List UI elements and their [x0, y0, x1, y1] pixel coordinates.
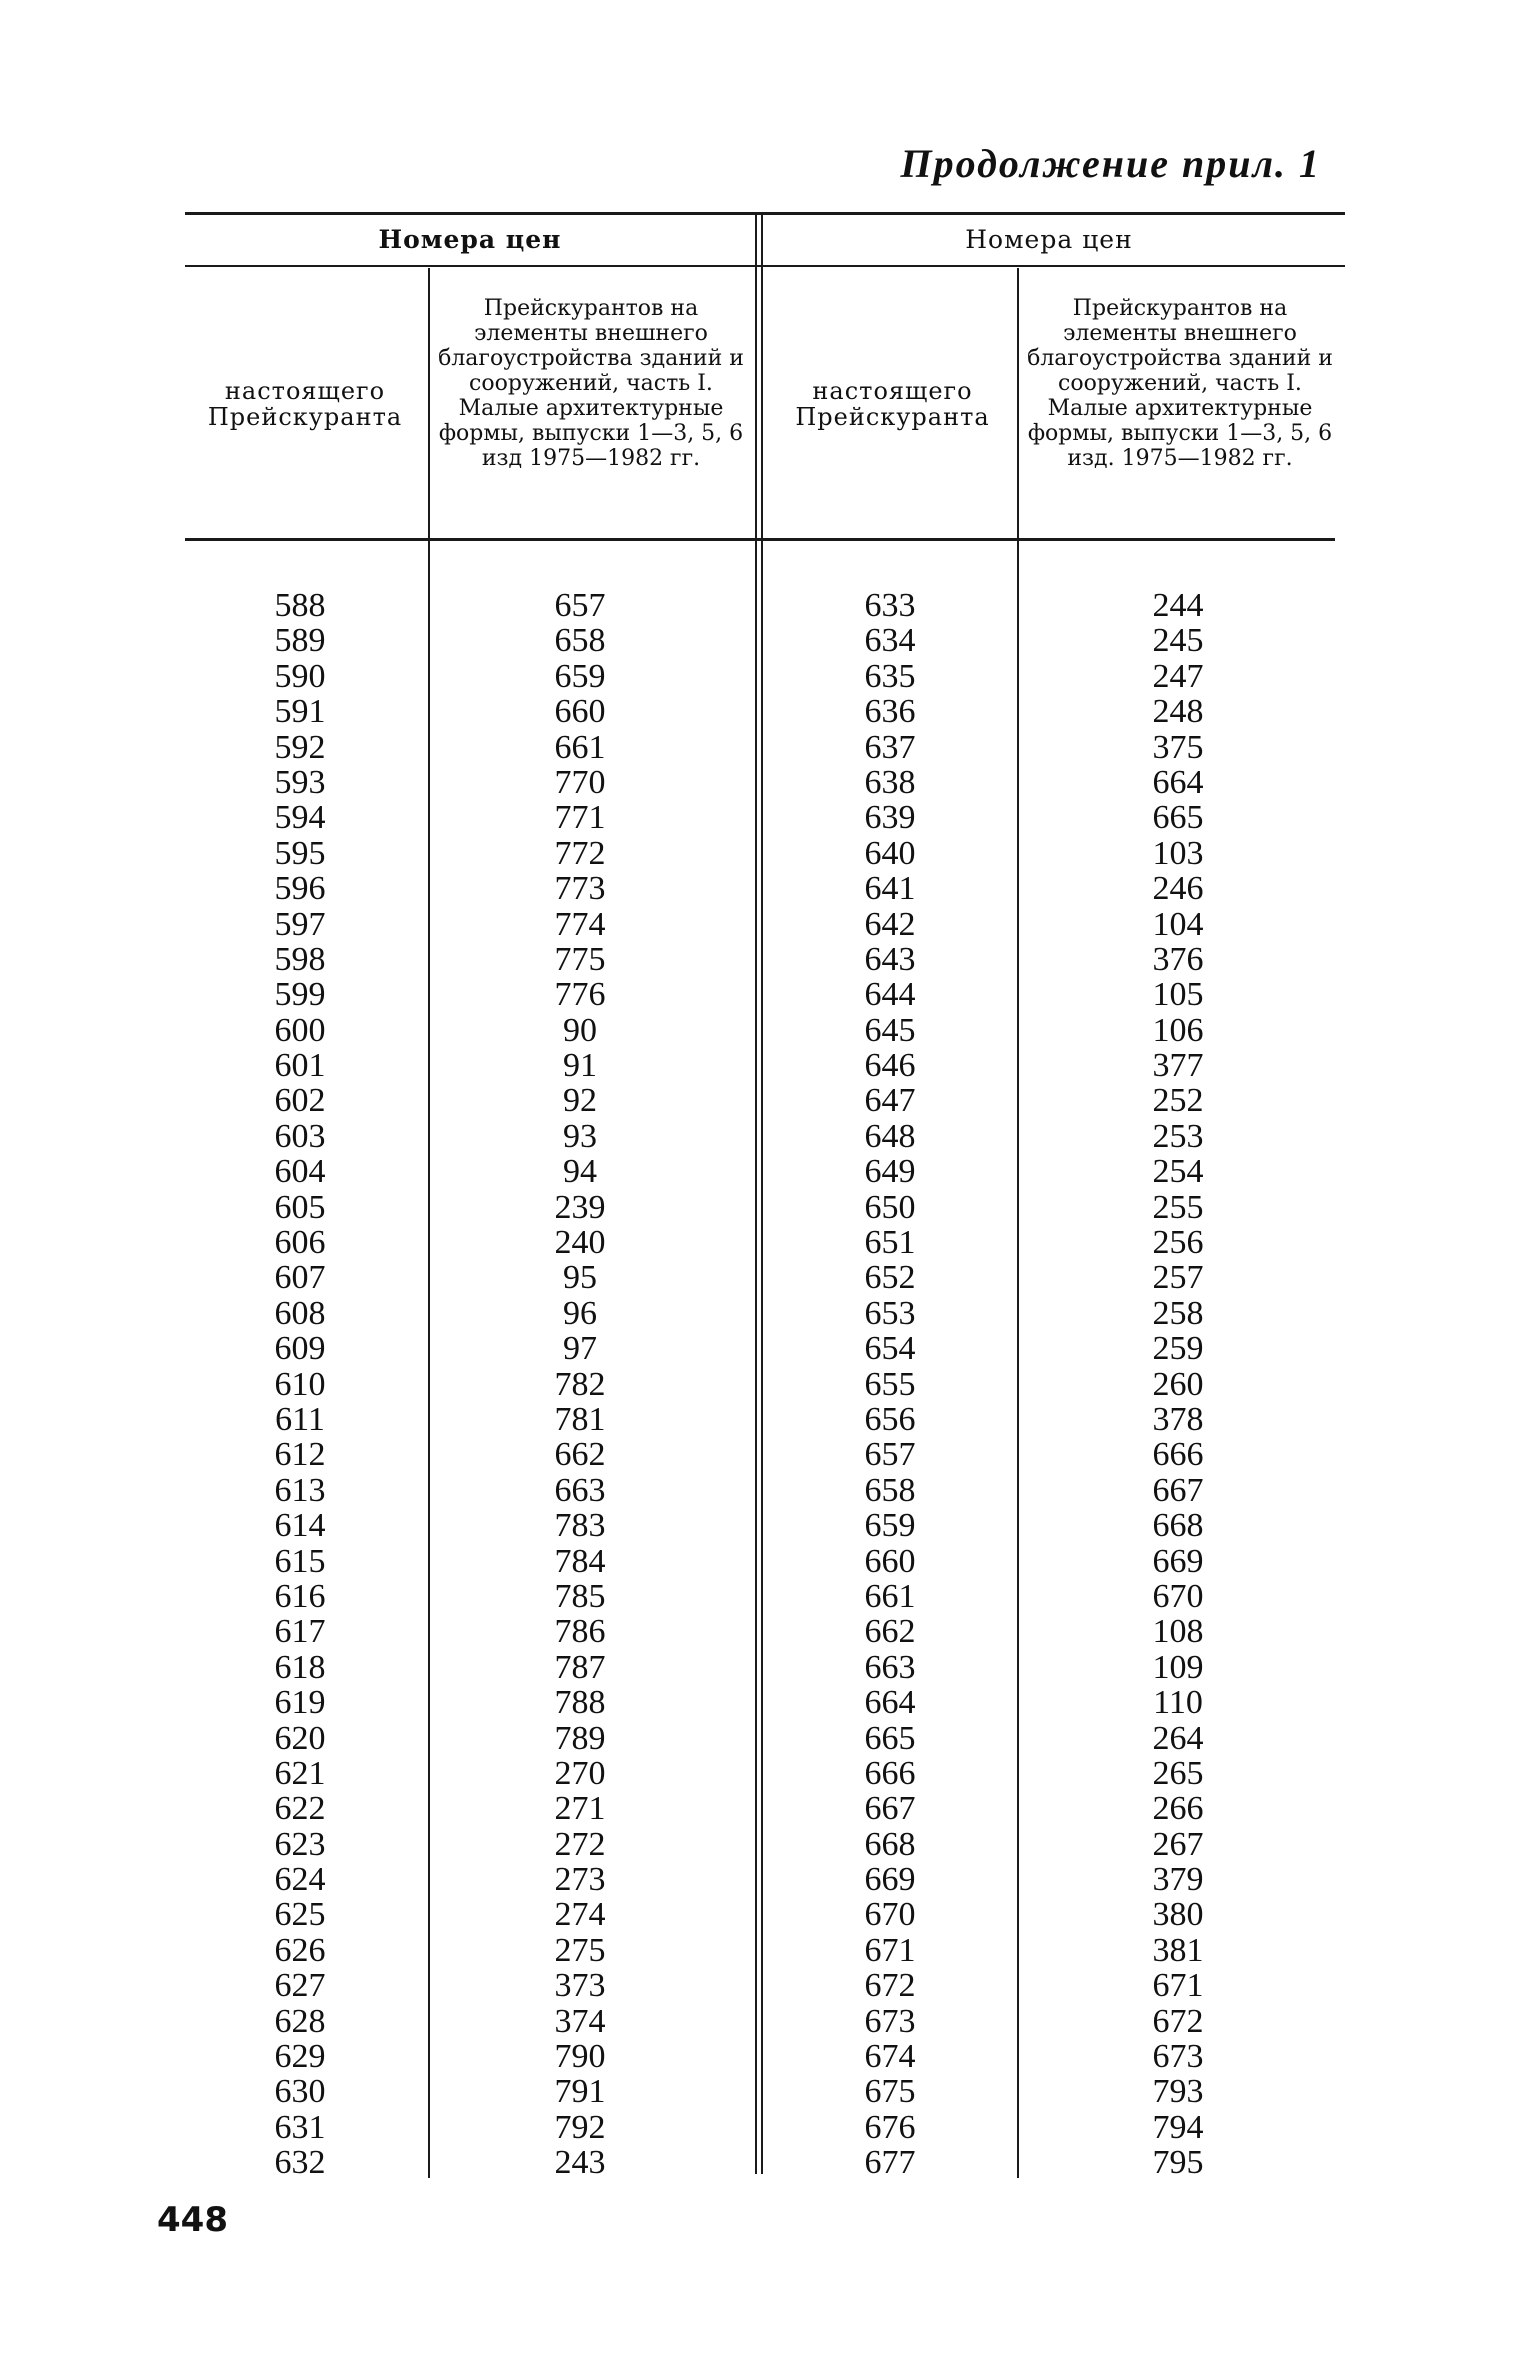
header-bottom-rule: [185, 538, 1335, 541]
table-cell: 606: [274, 1224, 326, 1262]
table-cell: 656: [864, 1400, 916, 1438]
table-cell: 243: [554, 2144, 606, 2182]
table-cell: 667: [864, 1790, 916, 1828]
table-cell: 670: [864, 1896, 916, 1934]
left-col1-values: [200, 588, 400, 2181]
table-cell: 105: [1152, 976, 1204, 1014]
table-cell: 786: [554, 1613, 606, 1651]
continuation-caption: Продолжение прил. 1: [900, 141, 1321, 186]
table-cell: 103: [1152, 834, 1204, 872]
center-double-rule-left: [755, 214, 757, 2174]
table-cell: 377: [1152, 1047, 1204, 1085]
table-cell: 376: [1152, 940, 1204, 978]
table-cell: 588: [274, 587, 326, 624]
table-cell: 271: [554, 1790, 606, 1828]
table-cell: 617: [274, 1613, 326, 1651]
table-cell: 94: [563, 1153, 597, 1191]
table-cell: 664: [1152, 763, 1204, 801]
table-cell: 255: [1152, 1188, 1204, 1226]
table-cell: 675: [864, 2073, 916, 2111]
table-cell: 594: [274, 799, 326, 837]
table-cell: 625: [274, 1896, 326, 1934]
left-group-header: Номера цен: [378, 225, 562, 254]
table-cell: 632: [274, 2144, 326, 2182]
table-cell: 788: [554, 1684, 606, 1722]
table-cell: 600: [274, 1011, 326, 1049]
table-cell: 661: [554, 728, 606, 766]
table-cell: 265: [1152, 1754, 1204, 1792]
left-column-separator: [428, 268, 430, 2178]
table-cell: 619: [274, 1684, 326, 1722]
table-cell: 240: [554, 1224, 606, 1262]
right-col1-values: [790, 588, 990, 2181]
table-cell: 638: [864, 763, 916, 801]
table-cell: 270: [554, 1754, 606, 1792]
table-cell: 618: [274, 1648, 326, 1686]
table-cell: 622: [274, 1790, 326, 1828]
table-cell: 272: [554, 1825, 606, 1863]
table-cell: 667: [1152, 1471, 1204, 1509]
table-cell: 795: [1152, 2144, 1204, 2182]
table-cell: 627: [274, 1967, 326, 2005]
table-cell: 97: [563, 1330, 597, 1368]
table-cell: 671: [1152, 1967, 1204, 2005]
table-cell: 598: [274, 940, 326, 978]
table-cell: 257: [1152, 1259, 1204, 1297]
table-cell: 630: [274, 2073, 326, 2111]
table-cell: 613: [274, 1471, 326, 1509]
table-cell: 634: [864, 622, 916, 660]
table-cell: 677: [864, 2144, 916, 2182]
table-cell: 658: [864, 1471, 916, 1509]
table-cell: 602: [274, 1082, 326, 1120]
table-cell: 379: [1152, 1861, 1204, 1899]
table-cell: 657: [864, 1436, 916, 1474]
table-cell: 597: [274, 905, 326, 943]
table-cell: 794: [1152, 2108, 1204, 2146]
table-cell: 653: [864, 1294, 916, 1332]
table-cell: 671: [864, 1931, 916, 1969]
table-cell: 658: [554, 622, 606, 660]
table-cell: 108: [1152, 1613, 1204, 1651]
table-cell: 629: [274, 2038, 326, 2076]
table-cell: 611: [275, 1400, 325, 1438]
right-col2-header: Прейскурантов на элементы внешнего благоустройства зданий и сооружений, часть I. Малые архитектурные формы, выпуски 1—3, 5, 6 изд. 1975—1982 гг.: [1027, 296, 1333, 471]
table-cell: 676: [864, 2108, 916, 2146]
table-cell: 644: [864, 976, 916, 1014]
table-cell: 782: [554, 1365, 606, 1403]
table-cell: 642: [864, 905, 916, 943]
table-cell: 246: [1152, 870, 1204, 908]
table-cell: 245: [1152, 622, 1204, 660]
table-cell: 668: [864, 1825, 916, 1863]
center-double-rule-right: [761, 214, 763, 2174]
right-col1-header: настоящего Прейскуранта: [795, 377, 990, 431]
table-cell: 93: [563, 1117, 597, 1155]
table-cell: 652: [864, 1259, 916, 1297]
table-cell: 670: [1152, 1577, 1204, 1615]
table-cell: 603: [274, 1117, 326, 1155]
table-top-rule: [185, 212, 1345, 215]
table-cell: 662: [864, 1613, 916, 1651]
table-cell: 792: [554, 2108, 606, 2146]
table-cell: 645: [864, 1011, 916, 1049]
table-cell: 605: [274, 1188, 326, 1226]
table-cell: 650: [864, 1188, 916, 1226]
table-cell: 660: [554, 693, 606, 731]
table-cell: 589: [274, 622, 326, 660]
table-cell: 633: [864, 587, 916, 624]
table-cell: 666: [1152, 1436, 1204, 1474]
table-cell: 666: [864, 1754, 916, 1792]
table-cell: 655: [864, 1365, 916, 1403]
table-cell: 601: [274, 1047, 326, 1085]
table-cell: 110: [1153, 1684, 1203, 1722]
left-col2-values: [480, 588, 680, 2181]
table-cell: 639: [864, 799, 916, 837]
table-cell: 641: [864, 870, 916, 908]
table-cell: 591: [274, 693, 326, 731]
table-cell: 106: [1152, 1011, 1204, 1049]
table-cell: 258: [1152, 1294, 1204, 1332]
table-cell: 266: [1152, 1790, 1204, 1828]
table-cell: 267: [1152, 1825, 1204, 1863]
table-cell: 663: [554, 1471, 606, 1509]
table-cell: 95: [563, 1259, 597, 1297]
table-cell: 775: [554, 940, 606, 978]
table-cell: 373: [554, 1967, 606, 2005]
table-cell: 620: [274, 1719, 326, 1757]
table-cell: 669: [864, 1861, 916, 1899]
table-cell: 254: [1152, 1153, 1204, 1191]
table-cell: 616: [274, 1577, 326, 1615]
table-cell: 264: [1152, 1719, 1204, 1757]
table-cell: 649: [864, 1153, 916, 1191]
table-cell: 773: [554, 870, 606, 908]
table-cell: 660: [864, 1542, 916, 1580]
table-cell: 783: [554, 1507, 606, 1545]
table-cell: 664: [864, 1684, 916, 1722]
table-cell: 381: [1152, 1931, 1204, 1969]
table-cell: 614: [274, 1507, 326, 1545]
table-cell: 776: [554, 976, 606, 1014]
table-cell: 654: [864, 1330, 916, 1368]
table-cell: 651: [864, 1224, 916, 1262]
table-cell: 96: [563, 1294, 597, 1332]
table-cell: 621: [274, 1754, 326, 1792]
table-cell: 659: [864, 1507, 916, 1545]
table-cell: 662: [554, 1436, 606, 1474]
table-cell: 785: [554, 1577, 606, 1615]
table-cell: 672: [1152, 2002, 1204, 2040]
table-cell: 375: [1152, 728, 1204, 766]
table-cell: 248: [1152, 693, 1204, 731]
table-cell: 595: [274, 834, 326, 872]
table-cell: 260: [1152, 1365, 1204, 1403]
table-cell: 672: [864, 1967, 916, 2005]
table-cell: 615: [274, 1542, 326, 1580]
table-cell: 663: [864, 1648, 916, 1686]
right-group-header: Номера цен: [965, 225, 1133, 254]
table-cell: 624: [274, 1861, 326, 1899]
right-col2-values: [1078, 588, 1278, 2181]
table-cell: 596: [274, 870, 326, 908]
table-cell: 673: [1152, 2038, 1204, 2076]
table-cell: 770: [554, 763, 606, 801]
right-column-separator: [1017, 268, 1019, 2178]
table-cell: 626: [274, 1931, 326, 1969]
table-cell: 635: [864, 657, 916, 695]
table-cell: 378: [1152, 1400, 1204, 1438]
table-cell: 253: [1152, 1117, 1204, 1155]
table-cell: 791: [554, 2073, 606, 2111]
table-cell: 256: [1152, 1224, 1204, 1262]
table-cell: 609: [274, 1330, 326, 1368]
table-cell: 640: [864, 834, 916, 872]
table-cell: 623: [274, 1825, 326, 1863]
page-number: 448: [157, 2200, 228, 2240]
table-cell: 643: [864, 940, 916, 978]
table-cell: 247: [1152, 657, 1204, 695]
table-cell: 275: [554, 1931, 606, 1969]
table-cell: 274: [554, 1896, 606, 1934]
table-cell: 90: [563, 1011, 597, 1049]
table-cell: 673: [864, 2002, 916, 2040]
table-cell: 592: [274, 728, 326, 766]
table-cell: 790: [554, 2038, 606, 2076]
table-cell: 374: [554, 2002, 606, 2040]
table-cell: 787: [554, 1648, 606, 1686]
left-col1-header: настоящего Прейскуранта: [207, 377, 403, 431]
table-cell: 774: [554, 905, 606, 943]
table-cell: 239: [554, 1188, 606, 1226]
table-cell: 648: [864, 1117, 916, 1155]
table-cell: 259: [1152, 1330, 1204, 1368]
table-cell: 590: [274, 657, 326, 695]
table-cell: 608: [274, 1294, 326, 1332]
table-cell: 793: [1152, 2073, 1204, 2111]
table-cell: 784: [554, 1542, 606, 1580]
table-cell: 631: [274, 2108, 326, 2146]
table-cell: 665: [1152, 799, 1204, 837]
table-cell: 628: [274, 2002, 326, 2040]
table-cell: 772: [554, 834, 606, 872]
table-cell: 637: [864, 728, 916, 766]
table-cell: 244: [1152, 587, 1204, 624]
table-cell: 657: [554, 587, 606, 624]
table-cell: 380: [1152, 1896, 1204, 1934]
table-cell: 252: [1152, 1082, 1204, 1120]
table-cell: 668: [1152, 1507, 1204, 1545]
table-cell: 674: [864, 2038, 916, 2076]
left-col2-header: Прейскурантов на элементы внешнего благоустройства зданий и сооружений, часть I. Малые архитектурные формы, выпуски 1—3, 5, 6 изд 1975—1982 гг.: [438, 296, 744, 471]
table-cell: 109: [1152, 1648, 1204, 1686]
table-cell: 659: [554, 657, 606, 695]
table-cell: 612: [274, 1436, 326, 1474]
table-cell: 92: [563, 1082, 597, 1120]
table-cell: 607: [274, 1259, 326, 1297]
table-cell: 781: [554, 1400, 606, 1438]
table-cell: 661: [864, 1577, 916, 1615]
table-cell: 647: [864, 1082, 916, 1120]
table-cell: 91: [563, 1047, 597, 1085]
table-cell: 593: [274, 763, 326, 801]
table-cell: 669: [1152, 1542, 1204, 1580]
table-cell: 789: [554, 1719, 606, 1757]
table-cell: 604: [274, 1153, 326, 1191]
group-header-rule: [185, 265, 1345, 267]
table-cell: 636: [864, 693, 916, 731]
table-cell: 610: [274, 1365, 326, 1403]
table-cell: 771: [554, 799, 606, 837]
table-cell: 646: [864, 1047, 916, 1085]
table-cell: 599: [274, 976, 326, 1014]
table-cell: 665: [864, 1719, 916, 1757]
table-cell: 273: [554, 1861, 606, 1899]
table-cell: 104: [1152, 905, 1204, 943]
